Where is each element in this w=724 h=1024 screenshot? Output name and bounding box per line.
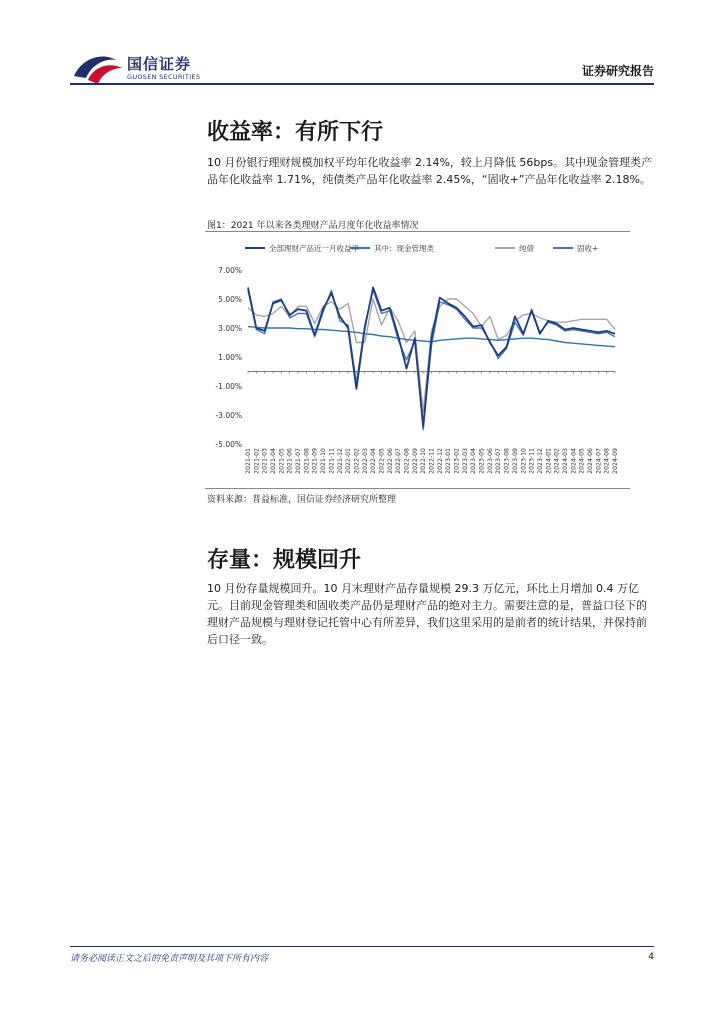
legend-label: 其中：现金管理类 (374, 244, 434, 253)
x-tick-label: 2024-03 (561, 448, 569, 474)
x-tick-label: 2023-01 (445, 448, 453, 474)
x-tick-label: 2023-02 (453, 448, 461, 474)
x-tick-label: 2021-06 (286, 448, 294, 474)
brand-name-cn: 国信证券 (127, 55, 192, 73)
y-tick-label: -3.00% (215, 411, 242, 420)
footer-divider (70, 946, 654, 947)
x-tick-label: 2023-03 (461, 448, 469, 474)
page-number: 4 (648, 952, 654, 962)
x-tick-label: 2023-04 (470, 448, 478, 474)
y-tick-label: 7.00% (218, 266, 242, 275)
x-tick-label: 2021-01 (245, 448, 252, 474)
x-tick-label: 2021-03 (261, 448, 269, 474)
series-line (248, 287, 615, 426)
figure-source: 资料来源：普益标准，国信证券经济研究所整理 (207, 495, 397, 505)
x-tick-label: 2021-09 (311, 448, 319, 474)
y-tick-label: 1.00% (218, 353, 242, 362)
section-title-yield: 收益率：有所下行 (207, 120, 384, 145)
x-tick-label: 2021-07 (295, 448, 303, 474)
x-tick-label: 2024-07 (595, 448, 603, 474)
x-tick-label: 2022-09 (411, 448, 419, 474)
x-axis (245, 448, 619, 474)
header-divider (70, 83, 654, 85)
y-tick-label: -1.00% (215, 382, 242, 391)
y-tick-label: 3.00% (218, 324, 242, 333)
x-tick-label: 2023-12 (536, 448, 544, 474)
x-tick-label: 2022-05 (378, 448, 386, 474)
series-line (248, 299, 615, 412)
x-tick-label: 2024-06 (586, 448, 594, 474)
y-tick-label: -5.00% (215, 440, 242, 449)
report-type-label: 证券研究报告 (581, 64, 654, 78)
x-tick-label: 2024-09 (612, 448, 619, 474)
x-tick-label: 2021-10 (320, 448, 328, 474)
figure-bottom-rule (205, 488, 630, 489)
legend-label: 全部理财产品近一月收益率 (269, 244, 359, 253)
x-tick-label: 2024-01 (545, 448, 553, 474)
x-tick-label: 2021-11 (328, 448, 336, 474)
chart-series-lines (248, 287, 615, 429)
x-tick-label: 2022-11 (428, 448, 436, 474)
x-tick-label: 2022-10 (420, 448, 428, 474)
x-tick-label: 2023-05 (478, 448, 486, 474)
x-tick-label: 2022-06 (386, 448, 394, 474)
zero-line (248, 372, 615, 374)
section-title-scale: 存量：规模回升 (207, 548, 362, 573)
x-tick-label: 2022-03 (361, 448, 369, 474)
x-tick-label: 2023-09 (511, 448, 519, 474)
figure-top-rule (205, 231, 630, 232)
x-tick-label: 2022-02 (353, 448, 361, 474)
x-tick-label: 2021-08 (303, 448, 311, 474)
x-tick-label: 2024-04 (570, 448, 578, 474)
x-tick-label: 2023-08 (503, 448, 511, 474)
y-tick-label: 5.00% (218, 295, 242, 304)
footer-disclaimer: 请务必阅读正文之后的免责声明及其项下所有内容 (70, 954, 269, 964)
x-tick-label: 2023-07 (495, 448, 503, 474)
x-tick-label: 2024-05 (578, 448, 586, 474)
guosen-logo-icon (72, 50, 124, 86)
x-tick-label: 2021-04 (270, 448, 278, 474)
x-tick-label: 2023-06 (486, 448, 494, 474)
y-axis (215, 266, 242, 449)
x-tick-label: 2024-08 (603, 448, 611, 474)
x-tick-label: 2022-04 (370, 448, 378, 474)
legend-label: 纯债 (519, 244, 534, 253)
x-tick-label: 2022-07 (395, 448, 403, 474)
x-tick-label: 2023-10 (520, 448, 528, 474)
figure-title: 图1：2021 年以来各类理财产品月度年化收益率情况 (207, 221, 419, 231)
scale-paragraph: 10 月份存量规模回升。10 月末理财产品存量规模 29.3 万亿元，环比上月增加 0.4 万亿元。目前现金管理类和固收类产品仍是理财产品的绝对主力。需要注意的是，普益口径下的理财产品规模与理财登记托管中心有所差异，我们这里采用的是前者的统计结果，并保持前后口径一致。 (207, 582, 647, 646)
x-tick-label: 2021-12 (336, 448, 344, 474)
x-tick-label: 2021-02 (253, 448, 261, 474)
yield-line-chart (205, 236, 630, 486)
brand-name-en: GUOSEN SECURITIES (127, 73, 201, 81)
x-tick-label: 2022-12 (436, 448, 444, 474)
x-tick-label: 2022-08 (403, 448, 411, 474)
x-tick-label: 2023-11 (528, 448, 536, 474)
x-tick-label: 2024-02 (553, 448, 561, 474)
chart-legend (245, 243, 598, 253)
x-tick-label: 2021-05 (278, 448, 286, 474)
x-tick-label: 2022-01 (345, 448, 353, 474)
series-line (248, 290, 615, 429)
legend-label: 固收+ (577, 244, 599, 253)
yield-paragraph: 10 月份银行理财规模加权平均年化收益率 2.14%，较上月降低 56bps。其中现金管理类产品年化收益率 1.71%，纯债类产品年化收益率 2.45%，“固收+”产品年化收益率 2.18%。 (207, 156, 653, 186)
